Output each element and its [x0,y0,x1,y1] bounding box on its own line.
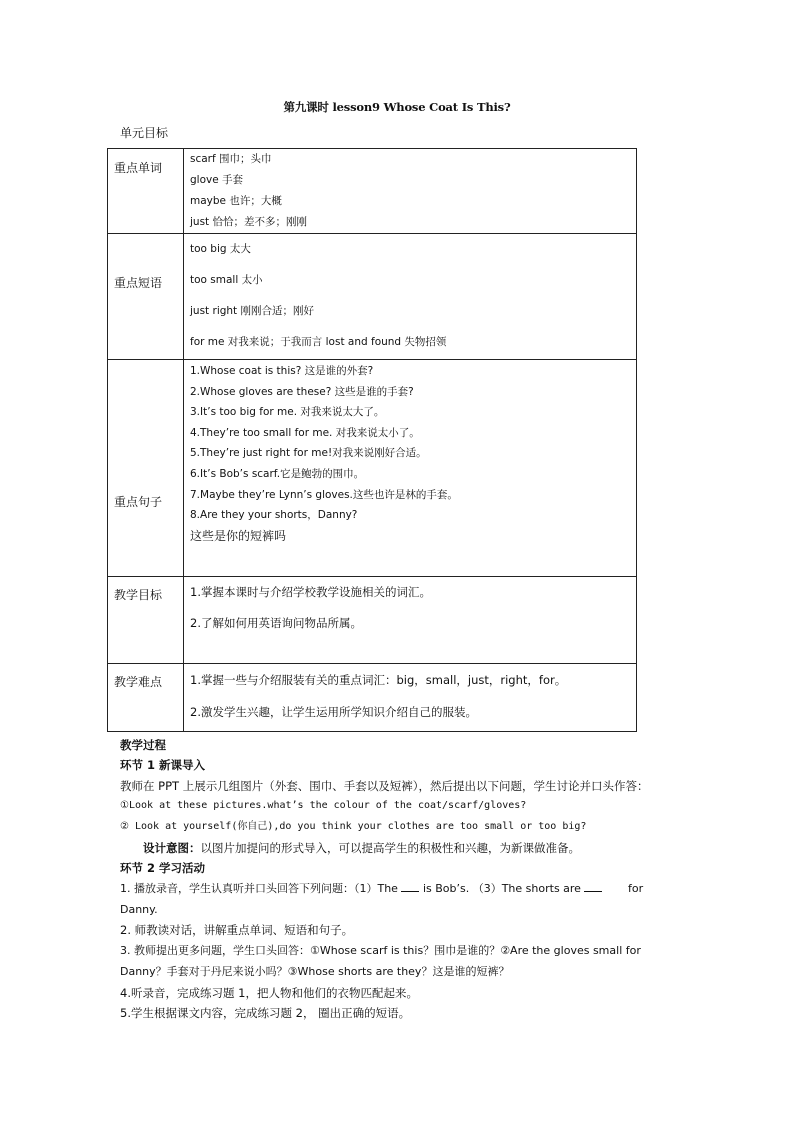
content-line: 2.Whose gloves are these? 这些是谁的手套? [190,385,414,398]
content-line: too small 太小 [190,274,263,286]
row-content-cell [184,234,637,360]
content-line: for me 对我来说；于我而言 lost and found 失物招领 [190,336,447,348]
row-content-cell [184,149,637,234]
row-label: 重点单词 [114,161,163,175]
design-label: 设计意图： [143,841,201,855]
row-content-cell [184,577,637,664]
content-line: 3.It’s too big for me. 对我来说太大了。 [190,406,385,419]
step-3-line-1: 3. 教师提出更多问题，学生口头回答：①Whose scarf is this？围巾是谁的？②Are the gloves small for [120,944,641,957]
row-label-cell [108,149,184,234]
step-1-text-a: 1. 播放录音，学生认真听并口头回答下列问题：（1）The [120,882,398,895]
content-line: 1.掌握本课时与介绍学校教学设施相关的词汇。 [190,585,431,599]
content-line: just 恰恰；差不多；刚刚 [190,216,307,228]
process-heading: 教学过程 [120,738,166,752]
step-1-text-b: is Bob’s. （3）The shorts are [422,882,581,895]
row-label: 重点句子 [114,495,163,509]
step-5: 5.学生根据课文内容，完成练习题 2， 圈出正确的短语。 [120,1006,411,1020]
row-label: 重点短语 [114,276,163,290]
step-3-line-2: Danny？手套对于丹尼来说小吗？③Whose shorts are they？这是谁的短裤？ [120,965,510,978]
step-1-continued: Danny. [120,903,158,916]
step-1 [120,879,643,899]
design-text: 以图片加提问的形式导入，可以提高学生的积极性和兴趣，为新课做准备。 [200,841,580,855]
row-label: 教学难点 [114,675,163,689]
content-line: just right 刚刚合适；刚好 [190,305,315,317]
content-line: 1.掌握一些与介绍服装有关的重点词汇：big，small，just，right，for。 [190,673,567,687]
step-4: 4.听录音，完成练习题 1，把人物和他们的衣物匹配起来。 [120,986,418,1000]
content-line: 2.了解如何用英语询问物品所属。 [190,616,362,630]
row-content-cell [184,664,637,732]
content-line: 4.They’re too small for me. 对我来说太小了。 [190,426,420,439]
goals-table [107,148,637,732]
table-row [108,234,637,360]
row-label-cell [108,234,184,360]
content-line: too big 太大 [190,243,251,255]
question-1: ①Look at these pictures.what’s the colour of the coat/scarf/gloves? [120,800,527,811]
content-line: glove 手套 [190,174,244,186]
table-row [108,577,637,664]
content-line: scarf 围巾；头巾 [190,153,272,165]
row-label-cell [108,664,184,732]
fill-blank [401,881,419,892]
content-line: 这些是你的短裤吗 [190,528,287,543]
content-line: 2.激发学生兴趣，让学生运用所学知识介绍自己的服装。 [190,705,477,719]
content-line: 1.Whose coat is this? 这是谁的外套? [190,365,374,377]
table-row [108,360,637,577]
table-row [108,149,637,234]
page-title: 第九课时 lesson9 Whose Coat Is This? [283,100,511,114]
row-label-cell [108,577,184,664]
fill-blank [584,881,602,892]
content-line: 7.Maybe they’re Lynn’s gloves.这些也许是林的手套。 [190,488,458,501]
row-label: 教学目标 [114,588,163,602]
unit-goal-label: 单元目标 [120,126,169,140]
content-line: 8.Are they your shorts，Danny? [190,509,358,522]
question-2: ② Look at yourself(你自己),do you think your clothes are too small or too big? [120,821,587,832]
content-line: 6.It’s Bob’s scarf.它是鲍勃的围巾。 [190,467,365,480]
row-label-cell [108,360,184,577]
row-content-cell [184,360,637,577]
content-line: 5.They’re just right for me!对我来说刚好合适。 [190,447,427,460]
link2-heading: 环节 2 学习活动 [120,861,206,875]
link1-text: 教师在 PPT 上展示几组图片（外套、围巾、手套以及短裤），然后提出以下问题，学生讨论并口头作答： [120,779,649,793]
table-row [108,664,637,732]
content-line: maybe 也许；大概 [190,195,282,207]
step-1-text-c: for [627,882,644,895]
link1-heading: 环节 1 新课导入 [120,758,206,772]
step-2: 2. 师教读对话，讲解重点单词、短语和句子。 [120,923,354,937]
